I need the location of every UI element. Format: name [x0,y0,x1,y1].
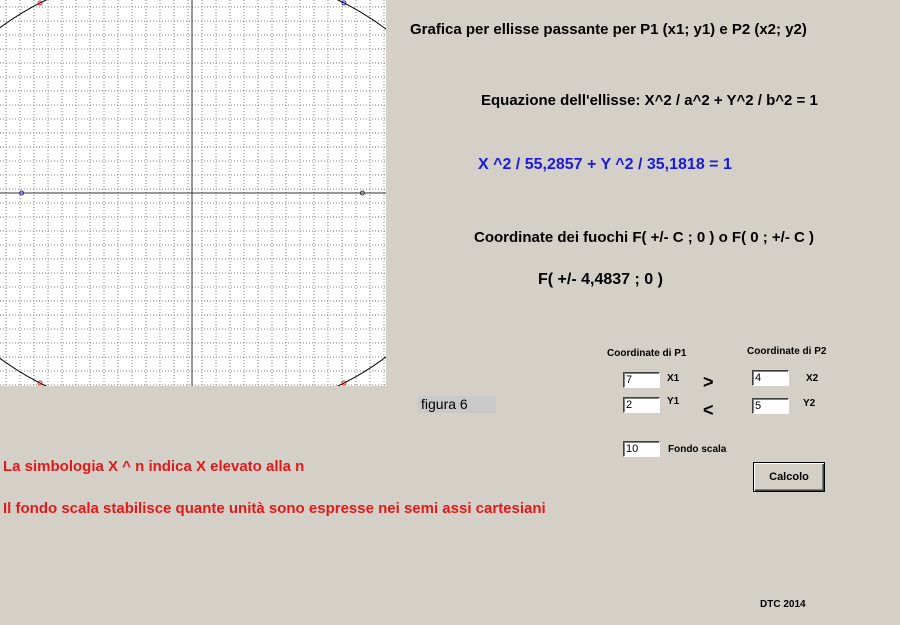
y1-input[interactable]: 2 [623,397,660,413]
x2-label: X2 [806,373,819,384]
x2-input[interactable]: 4 [752,370,789,386]
page-title: Grafica per ellisse passante per P1 (x1; y1) e P2 (x2; y2) [410,21,807,38]
figure-label: figura 6 [418,396,496,413]
ellipse-plot [0,0,386,386]
equation-result: X ^2 / 55,2857 + Y ^2 / 35,1818 = 1 [478,156,732,173]
calcolo-button-label: Calcolo [769,471,809,483]
y2-label: Y2 [803,398,816,409]
ellipse-plot-svg [0,0,386,386]
scale-note: Il fondo scala stabilisce quante unità sono espresse nei semi assi cartesiani [3,500,546,517]
y2-input[interactable]: 5 [752,398,789,414]
less-than-symbol: < [703,400,714,420]
scale-input[interactable]: 10 [623,441,660,457]
foci-value: F( +/- 4,4837 ; 0 ) [538,271,663,288]
equation-general: Equazione dell'ellisse: X^2 / a^2 + Y^2 / b^2 = 1 [481,92,818,109]
x1-input[interactable]: 7 [623,372,660,388]
symbology-note: La simbologia X ^ n indica X elevato alla n [3,458,305,475]
credit-label: DTC 2014 [760,599,806,610]
calcolo-button[interactable] [753,462,825,492]
y1-label: Y1 [667,396,680,407]
x1-label: X1 [667,373,680,384]
foci-heading: Coordinate dei fuochi F( +/- C ; 0 ) o F( 0 ; +/- C ) [474,229,814,246]
p1-heading: Coordinate di P1 [607,348,687,359]
greater-than-symbol: > [703,372,714,392]
scale-label: Fondo scala [668,444,727,455]
p2-heading: Coordinate di P2 [747,346,827,357]
